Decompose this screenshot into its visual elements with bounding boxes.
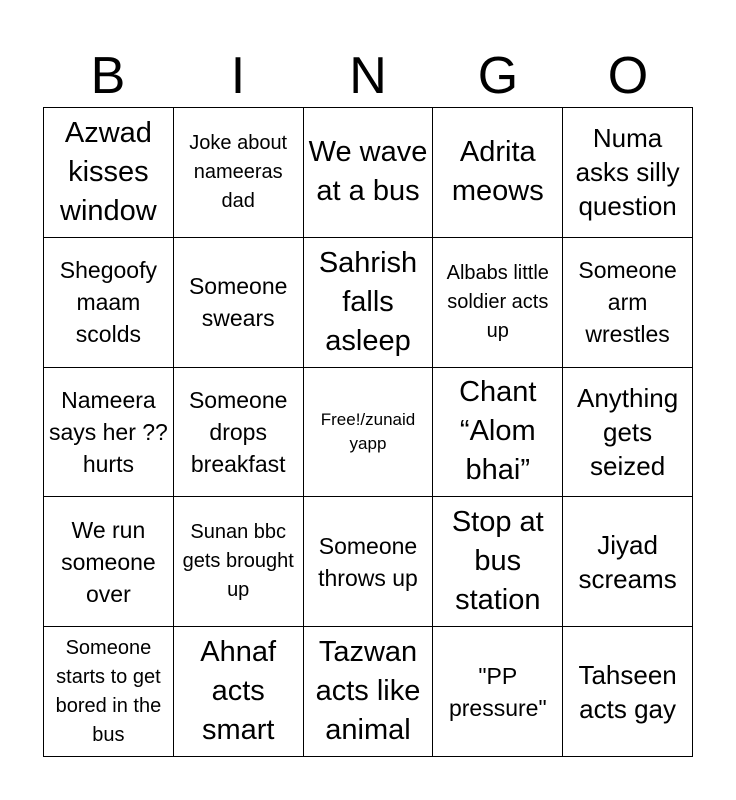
bingo-cell[interactable]: We wave at a bus <box>304 108 434 238</box>
bingo-cell[interactable]: Someone drops breakfast <box>174 368 304 498</box>
bingo-cell[interactable]: Jiyad screams <box>563 497 693 627</box>
bingo-cell[interactable]: Chant “Alom bhai” <box>433 368 563 498</box>
header-letter-i: I <box>230 47 246 105</box>
bingo-cell[interactable]: Shegoofy maam scolds <box>44 238 174 368</box>
header-letter-n: N <box>349 47 387 105</box>
bingo-grid <box>43 107 693 757</box>
bingo-cell[interactable]: Adrita meows <box>433 108 563 238</box>
bingo-cell[interactable]: Ahnaf acts smart <box>174 627 304 757</box>
bingo-cell[interactable]: Albabs little soldier acts up <box>433 238 563 368</box>
bingo-cell[interactable]: Tazwan acts like animal <box>304 627 434 757</box>
bingo-cell[interactable]: Sahrish falls asleep <box>304 238 434 368</box>
bingo-cell[interactable]: Azwad kisses window <box>44 108 174 238</box>
bingo-cell[interactable]: Anything gets seized <box>563 368 693 498</box>
header-letter-g: G <box>477 47 519 105</box>
bingo-cell[interactable]: Stop at bus station <box>433 497 563 627</box>
bingo-cell-free[interactable]: Free!/zunaid yapp <box>304 368 434 498</box>
bingo-cell[interactable]: Joke about nameeras dad <box>174 108 304 238</box>
header-letter-o: O <box>607 47 649 105</box>
bingo-cell[interactable]: Nameera says her ?? hurts <box>44 368 174 498</box>
bingo-cell[interactable]: Someone throws up <box>304 497 434 627</box>
bingo-cell[interactable]: Sunan bbc gets brought up <box>174 497 304 627</box>
bingo-cell[interactable]: Someone starts to get bored in the bus <box>44 627 174 757</box>
bingo-header <box>43 44 693 108</box>
bingo-cell[interactable]: Numa asks silly question <box>563 108 693 238</box>
bingo-cell[interactable]: Someone arm wrestles <box>563 238 693 368</box>
bingo-cell[interactable]: "PP pressure" <box>433 627 563 757</box>
bingo-cell[interactable]: Someone swears <box>174 238 304 368</box>
bingo-cell[interactable]: Tahseen acts gay <box>563 627 693 757</box>
header-letter-b: B <box>90 47 126 105</box>
bingo-cell[interactable]: We run someone over <box>44 497 174 627</box>
